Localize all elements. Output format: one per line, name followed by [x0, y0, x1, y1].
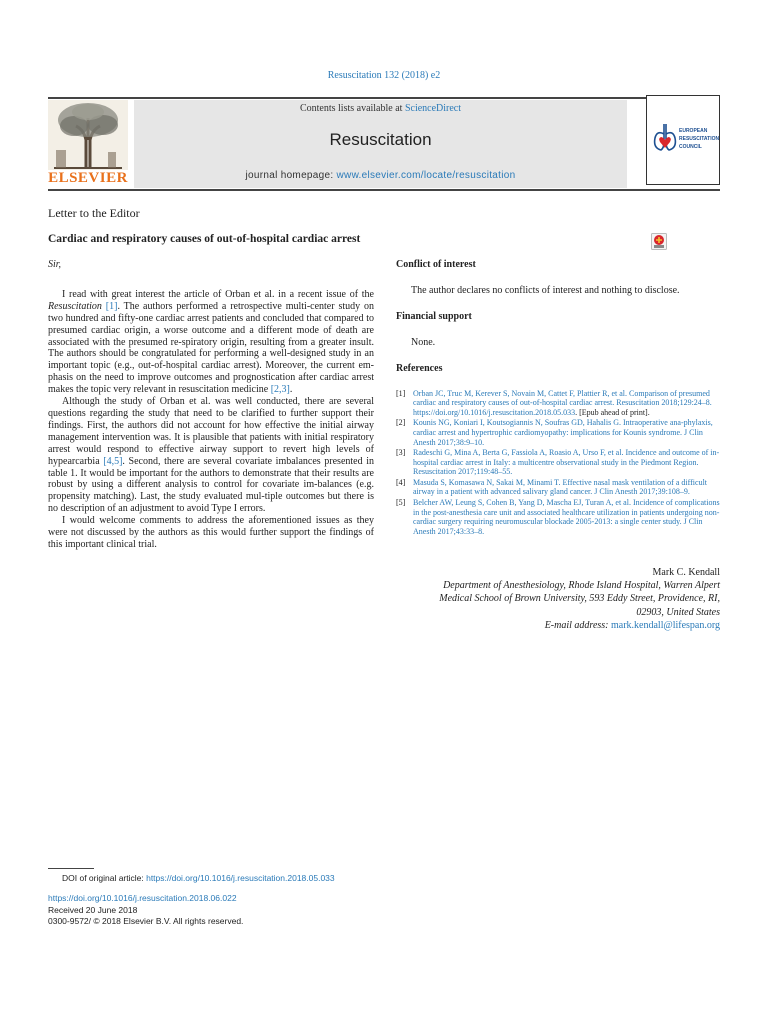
p1-journal-name: Resuscitation — [48, 300, 102, 312]
footer — [48, 893, 243, 928]
footnote-rule — [48, 868, 94, 869]
paragraph-1 — [48, 289, 374, 396]
references-heading: References — [396, 362, 443, 374]
erc-line-2: RESUSCITATION — [679, 136, 720, 142]
reference-text: Kounis NG, Koniari I, Koutsogiannis N, Soufras GD, Hahalis G. Intraoperative ana-phylaxis, cardiac arrest and hypertrophic cardiomyopathy: implications for Kounis syndrome. J Clin Anesth 2017;38:9–10. — [413, 418, 713, 447]
author-signature — [396, 566, 720, 632]
paragraph-2 — [48, 396, 374, 515]
citation-link-4-5[interactable]: [4,5] — [103, 455, 123, 467]
author-affiliation-line-3: 02903, United States — [636, 606, 720, 618]
reference-text: Radeschi G, Mina A, Berta G, Fassiola A, Roasio A, Urso F, et al. Incidence and outcome of in-hospital cardiac arrest in Italy: a multicentre observational study in the Piedmont Region. Resuscitation 2017;119:48–55. — [413, 448, 720, 477]
letter-body — [48, 259, 374, 551]
reference-item[interactable] — [396, 478, 720, 497]
reference-doi-link[interactable]: https://doi.org/10.1016/j.resuscitation.2018.05.033 — [413, 407, 576, 417]
contents-prefix: Contents lists available at — [299, 103, 405, 114]
email-label: E-mail address: — [544, 619, 611, 631]
article-doi-link[interactable]: https://doi.org/10.1016/j.resuscitation.2018.06.022 — [48, 893, 237, 903]
reference-number: [5] — [396, 498, 406, 508]
received-date: Received 20 June 2018 — [48, 904, 138, 915]
reference-text: Masuda S, Komasawa N, Sakai M, Minami T. Effective nasal mask ventilation of a difficult airway in a patient with advanced salivary gland cancer. J Clin Anesth 2017;39:108–9. — [413, 477, 708, 497]
elsevier-logo[interactable] — [48, 100, 128, 188]
crossmark-icon[interactable] — [651, 233, 667, 250]
elsevier-wordmark: ELSEVIER — [48, 170, 128, 186]
original-article-doi-link[interactable]: https://doi.org/10.1016/j.resuscitation.2018.05.033 — [146, 873, 335, 883]
footnote — [62, 873, 335, 883]
author-name: Mark C. Kendall — [652, 567, 720, 578]
reference-text: Belcher AW, Leung S, Cohen B, Yang D, Mascha EJ, Turan A, et al. Incidence of complications in the post-anesthesia care unit and associated healthcare utilization in patients undergoing non-cardiac surgery requiring neuromuscular blockade 2005-2013: a single center study. J Clin Anesth 2017;43:33–8. — [413, 498, 720, 536]
author-affiliation-line-1: Department of Anesthesiology, Rhode Island Hospital, Warren Alpert — [443, 580, 720, 592]
article-type: Letter to the Editor — [48, 206, 140, 220]
salutation: Sir, — [48, 259, 62, 270]
p2-text-a: Although the study of Orban et al. was well conducted, there are several questions regarding the study that need to be clarified to further support their findings. First, the authors did not account for how effective the initial airway management intervention was. It is plausible that patients with initial respiratory arrest would respond to effective airway support to revert high levels of hypearcarbia — [48, 396, 374, 467]
erc-line-3: COUNCIL — [679, 144, 702, 150]
paragraph-3: I would welcome comments to address the aforementioned issues as they were not discussed by the authors as this would further support the findings of this important clinical trial. — [48, 515, 374, 550]
reference-item[interactable] — [396, 389, 720, 418]
journal-reference[interactable]: Resuscitation 132 (2018) e2 — [327, 70, 441, 81]
article-title: Cardiac and respiratory causes of out-of-hospital cardiac arrest — [48, 233, 361, 245]
author-email-line — [396, 619, 720, 632]
reference-number: [1] — [396, 388, 406, 398]
p1-text-b: . The authors performed a retrospective multi-center study on two hundred and fifty-one cardiac arrest patients and concluded that compared to presumed cardiac origin, a worse outcome and a different mode of death are associated with the presumed re-spiratory origin, resulting from a greater insult. The authors should be congratulated for performing a well-designed study in an important topic (e.g., out-of-hospital cardiac arrest). Moreover, the current em-phasis on the need to improve outcomes and prognostication after cardiac arrest makes the topic very relevant in resuscitation medicine — [48, 300, 374, 396]
reference-item[interactable] — [396, 448, 720, 477]
masthead-top-rule — [48, 97, 720, 99]
erc-text — [679, 127, 719, 151]
erc-logo[interactable] — [646, 95, 720, 185]
reference-list — [396, 389, 720, 537]
reference-tail: . [Epub ahead of print]. — [575, 407, 650, 417]
conflict-of-interest-heading: Conflict of interest — [396, 259, 476, 270]
erc-line-1: EUROPEAN — [679, 128, 708, 134]
author-email-link[interactable]: mark.kendall@lifespan.org — [611, 619, 720, 631]
homepage-prefix: journal homepage: — [245, 170, 337, 181]
citation-link-2-3[interactable]: [2,3] — [270, 384, 290, 396]
reference-number: [4] — [396, 477, 406, 487]
financial-support-heading: Financial support — [396, 310, 472, 322]
author-affiliation-line-2: Medical School of Brown University, 593 Eddy Street, Providence, RI, — [439, 593, 720, 605]
masthead-bottom-rule — [48, 189, 720, 191]
right-column — [396, 259, 720, 537]
citation-link-1[interactable]: [1] — [105, 300, 118, 312]
homepage-link[interactable]: www.elsevier.com/locate/resuscitation — [336, 170, 516, 181]
reference-number: [2] — [396, 418, 406, 428]
copyright-notice: 0300-9572/ © 2018 Elsevier B.V. All rights reserved. — [48, 916, 244, 926]
sciencedirect-link[interactable]: ScienceDirect — [404, 103, 462, 114]
homepage-line — [134, 170, 627, 181]
journal-title: Resuscitation — [329, 130, 432, 149]
footnote-label: DOI of original article: — [62, 873, 147, 883]
p2-text-b: . Second, there are several covariate imbalances presented in table 1. It would be important for the authors to demonstrate that their results are robust by using a different analysis to control for covariate im-balances (e.g. propensity matching). Last, the study evaluated mul-tiple outcomes but there is no description of an adjustment to avoid Type I errors. — [48, 455, 374, 515]
conflict-of-interest-text: The author declares no conflicts of interest and nothing to disclose. — [411, 284, 680, 296]
reference-item[interactable] — [396, 498, 720, 536]
erc-lungs-heart-icon — [651, 118, 679, 158]
p1-end: . — [289, 384, 293, 396]
contents-line — [134, 103, 627, 114]
elsevier-tree-icon — [48, 100, 128, 170]
financial-support-text: None. — [411, 336, 436, 348]
reference-number: [3] — [396, 448, 406, 458]
p1-text-a: I read with great interest the article of Orban et al. in a recent issue of the — [62, 288, 374, 300]
reference-text: Orban JC, Truc M, Kerever S, Novain M, Cattet F, Plattier R, et al. Comparison of presumed cardiac and respiratory causes of out-of-hospital cardiac arrest. Resuscitation 2018;129:24–8. — [413, 388, 712, 408]
reference-item[interactable] — [396, 418, 720, 447]
